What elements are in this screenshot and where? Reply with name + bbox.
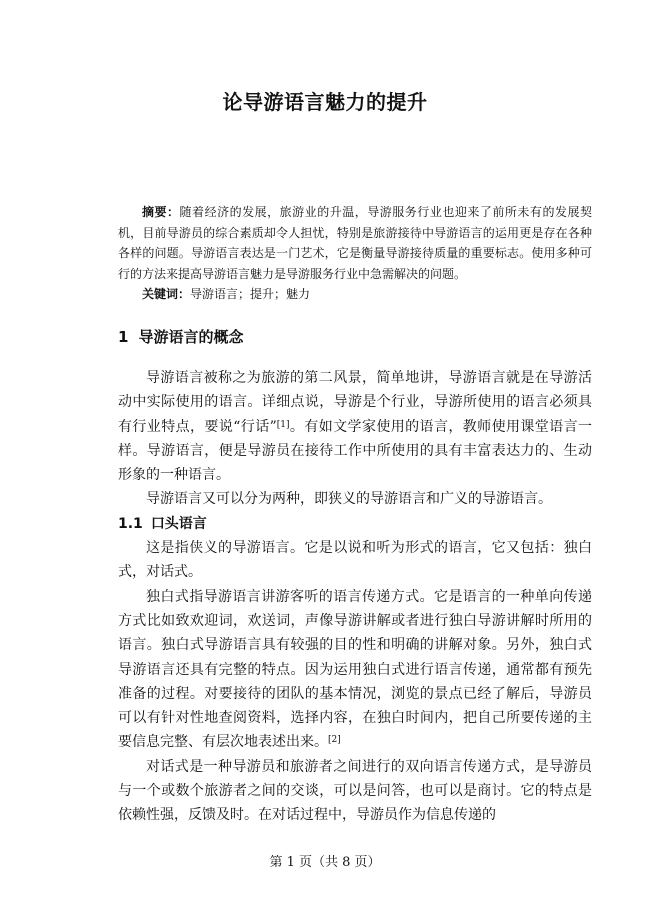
page-footer: 第 1 页（共 8 页） [269,855,381,870]
paragraph: 对话式是一种导游员和旅游者之间进行的双向语言传递方式，是导游员与一个或数个旅游者之间的交谈，可以是问答，也可以是商讨。它的特点是依赖性强，反馈及时。在对话过程中，导游员作为信息传递的 [118,758,592,824]
body-text [118,366,592,828]
citation-ref: [1] [276,419,290,430]
document-title: 论导游语言魅力的提升 [222,90,428,114]
section-1-title: 导游语言的概念 [138,328,244,346]
abstract-paragraph [118,202,592,284]
keywords-text: 导游语言；提升；魅力 [190,287,311,301]
paragraph: 导游语言又可以分为两种，即狭义的导游语言和广义的导游语言。 [146,491,552,508]
section-1-heading [118,326,243,347]
paragraph [118,585,592,755]
paragraph-text: 独白式指导游语言讲游客听的语言传递方式。它是语言的一种单向传递方式比如致欢迎词，欢送词，声像导游讲解或者进行独白导游讲解时所用的语言。独白式导游语言具有较强的目的性和明确的讲解对象。另外，独白式导游语言还具有完整的特点。因为运用独白式进行语言传递，通常都有预先准备的过程。对要接待的团队的基本情况，浏览的景点已经了解后，导游员可以有针对性地查阅资料，选择内容，在独白时间内，把自己所要传递的主要信息完整、有层次地表述出来。 [118,588,592,751]
paragraph [118,366,592,487]
keywords-line [118,284,592,305]
keywords-label: 关键词： [142,287,191,301]
abstract-text: 随着经济的发展，旅游业的升温，导游服务行业也迎来了前所未有的发展契机，目前导游员的综合素质却令人担忧，特别是旅游接待中导游语言的运用更是存在各种各样的问题。导游语言表达是一门艺术，它是衡量导游接待质量的重要标志。使用多种可行的方法来提高导游语言魅力是导游服务行业中急需解决的问题。 [118,205,592,281]
paragraph-text: 。有如文学家使用的语言，教师使用课堂语言一样。导游语言，便是导游员在接待工作中所使用的具有丰富表达力的、生动形象的一种语言。 [118,418,592,484]
paragraph-text: 导游语言被称之为旅游的第二风景，简单地讲，导游语言就是在导游活动中实际使用的语言。详细点说，导游是个行业，导游所使用的语言必须具有行业特点，要说“行话” [118,370,592,435]
section-1-number: 1 [118,328,129,346]
section-1-1-heading [118,512,592,536]
abstract-label: 摘要： [142,205,180,219]
abstract-block [118,202,592,305]
citation-ref: [2] [328,735,341,746]
section-1-1-title: 口头语言 [150,515,207,532]
paragraph: 这是指侠义的导游语言。它是以说和听为形式的语言，它又包括：独白式，对话式。 [118,540,592,581]
section-1-1-number: 1.1 [118,515,143,532]
